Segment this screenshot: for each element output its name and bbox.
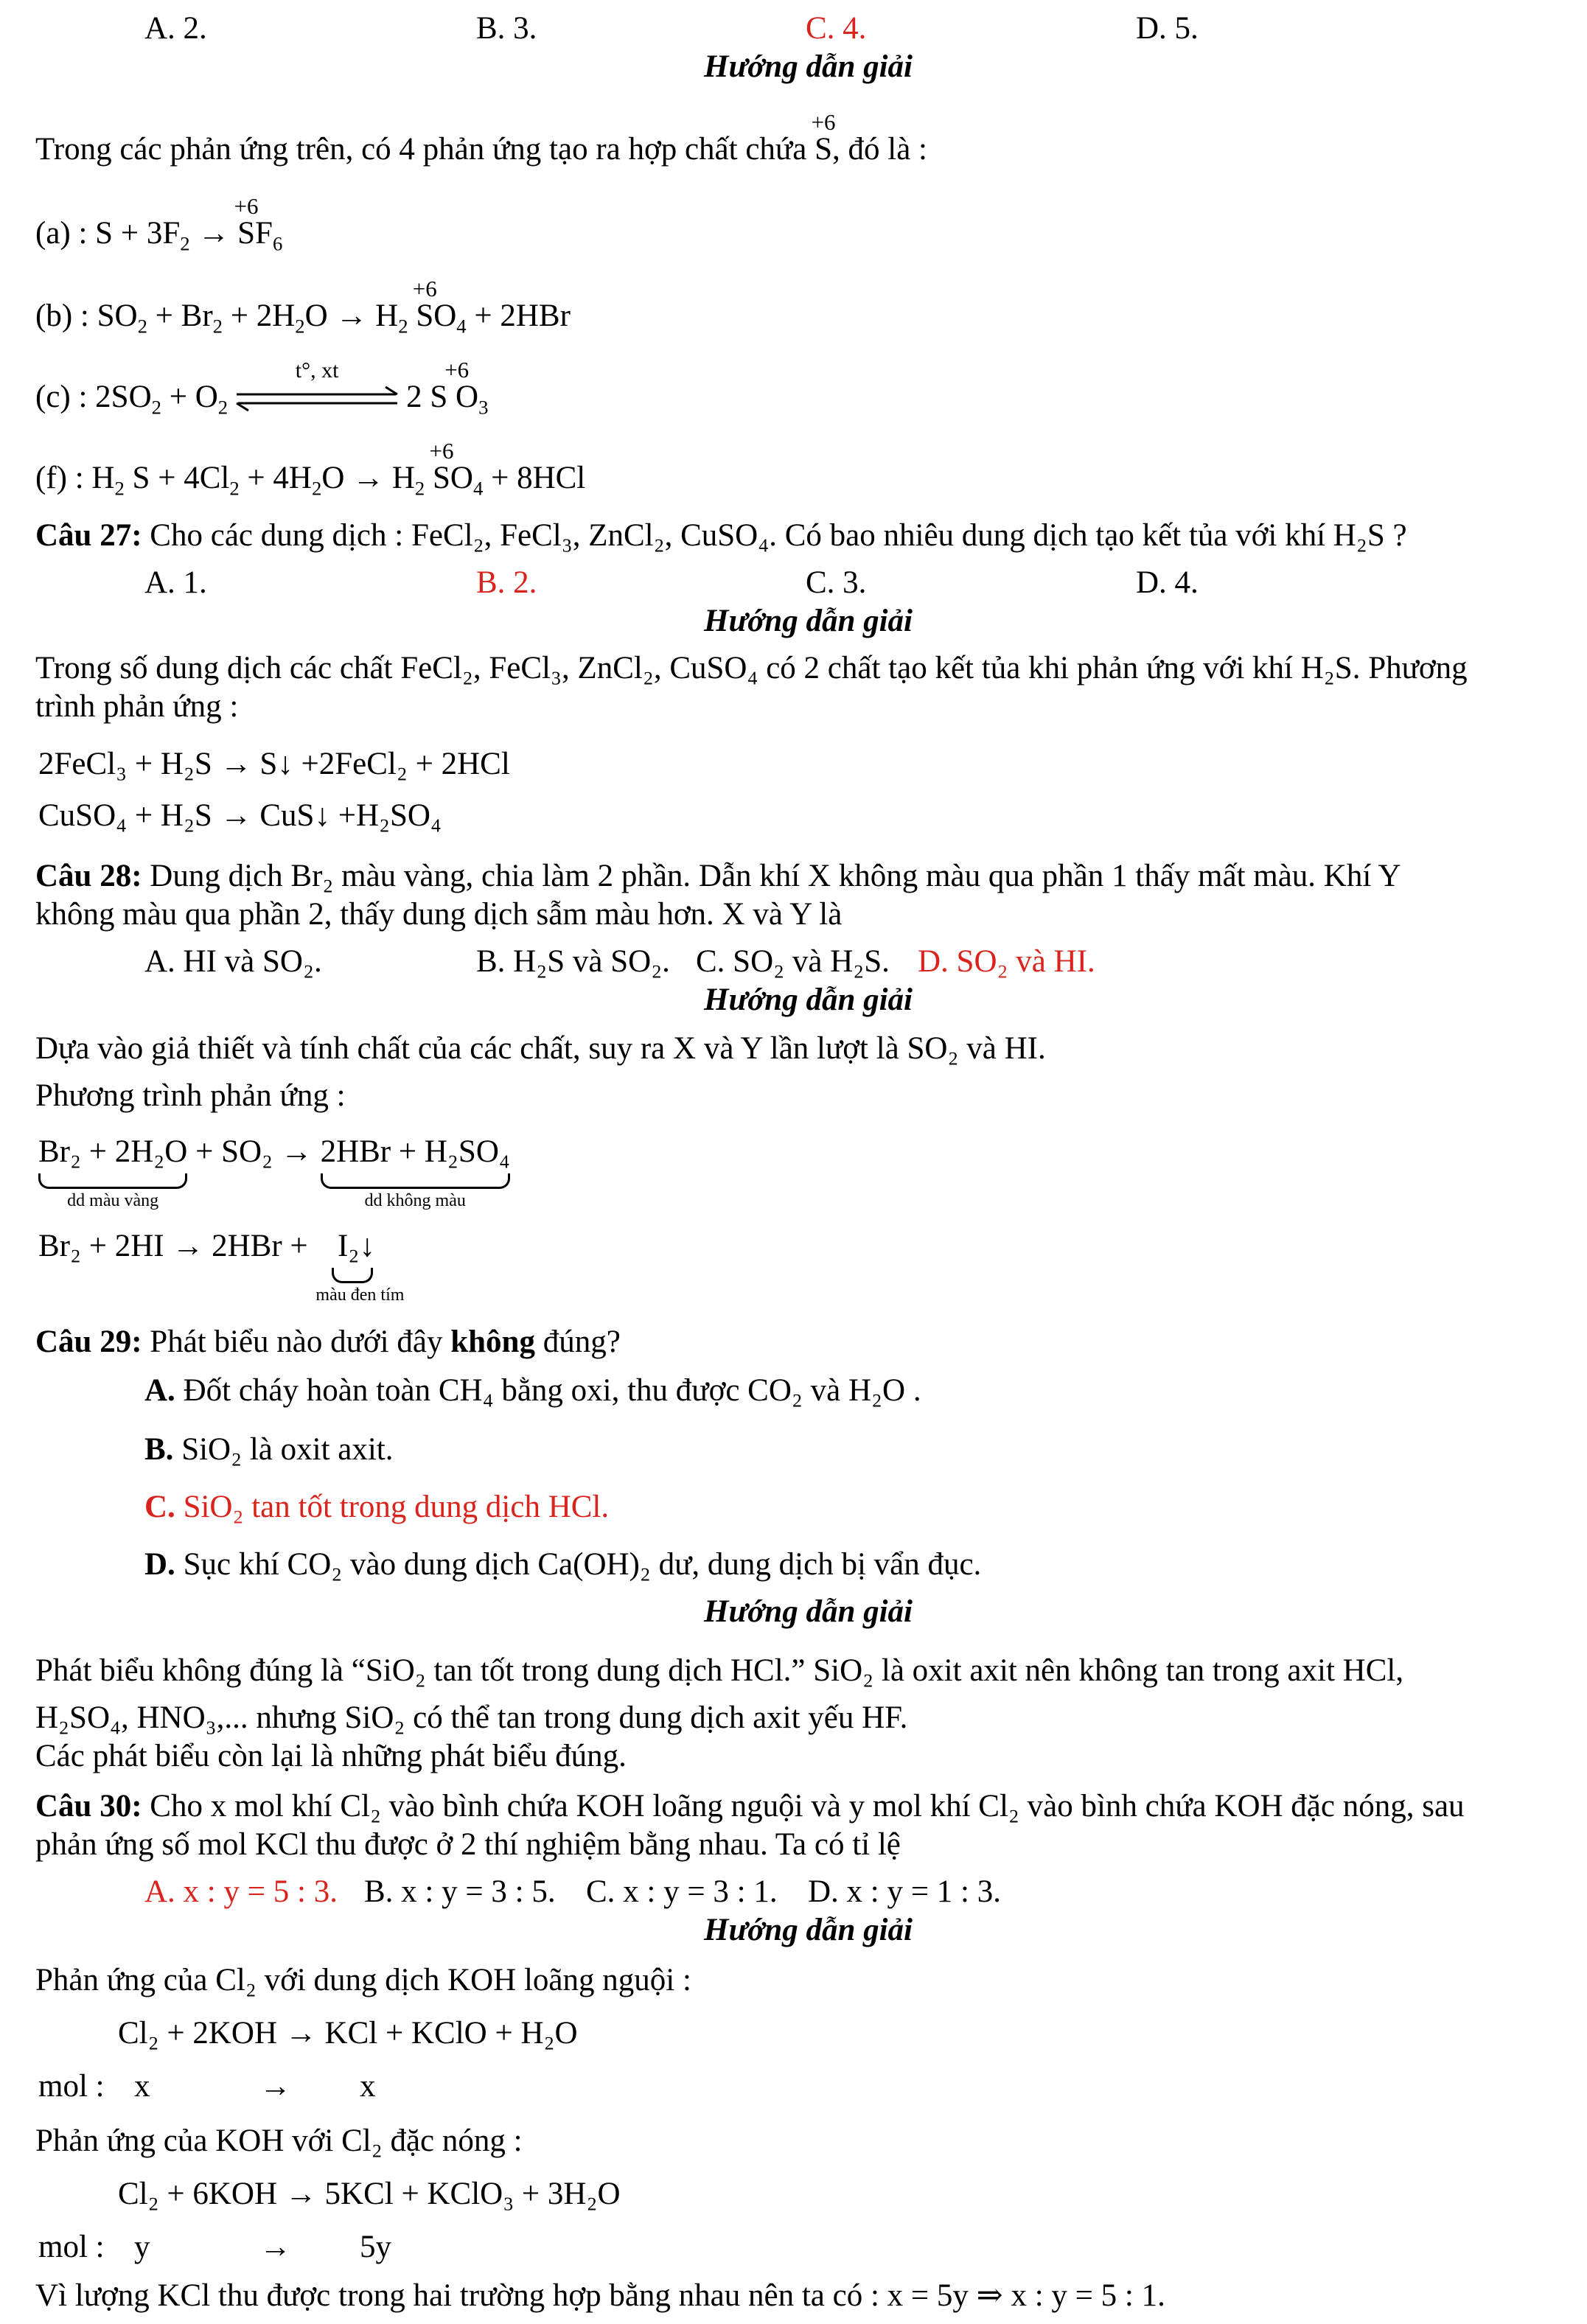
equation-c: (c) : $2SO_2 + O_2$ t°, xt +6 2 S $O_3$	[35, 356, 489, 419]
q28-equation-2: Br₂ + 2HI → 2HBr + I₂↓ màu đen tím	[38, 1229, 405, 1305]
q30-option-d: D. x : y = 1 : 3.	[808, 1874, 1001, 1909]
equation-b: (b) : $SO_2 + Br_2 + 2H_2O \to H_2$ +6 $SO_4 + 2HBr$	[35, 275, 571, 338]
q30-option-c: C. x : y = 3 : 1.	[586, 1874, 778, 1909]
guide-heading: Hướng dẫn giải	[704, 983, 913, 1017]
q28-equation-1: Br₂ + 2H₂O dd màu vàng + SO₂ → 2HBr + H₂SO₄ dd không màu	[38, 1134, 510, 1210]
q27-equation-2: CuSO₄ + H₂S → CuS↓ +H₂SO₄	[38, 798, 442, 833]
option-d: D. 5.	[1136, 11, 1199, 46]
q29-guide-1: Phát biểu không đúng là “SiO₂ tan tốt trong dung dịch HCl.” SiO₂ là oxit axit nên không tan trong axit HCl,	[35, 1653, 1404, 1688]
guide-heading: Hướng dẫn giải	[704, 49, 913, 84]
q28-guide-1: Dựa vào giả thiết và tính chất của các chất, suy ra X và Y lần lượt là SO₂ và HI.	[35, 1031, 1046, 1066]
option-c: C. 4.	[806, 11, 867, 46]
q29-option-a: A. Đốt cháy hoàn toàn CH₄ bằng oxi, thu được CO₂ và H₂O .	[144, 1373, 921, 1408]
q28-option-a: A. HI và SO₂.	[144, 944, 322, 979]
q27-option-d: D. 4.	[1136, 565, 1199, 600]
q30-line-2: phản ứng số mol KCl thu được ở 2 thí nghiệm bằng nhau. Ta có tỉ lệ	[35, 1827, 901, 1862]
q30-guide-2: Phản ứng của KOH với Cl₂ đặc nóng :	[35, 2124, 523, 2158]
q28-guide-2: Phương trình phản ứng :	[35, 1078, 346, 1113]
q29-option-b: B. SiO₂ là oxit axit.	[144, 1432, 394, 1467]
q29-option-c: C. SiO₂ tan tốt trong dung dịch HCl.	[144, 1490, 610, 1524]
question-29: Câu 29: Phát biểu nào dưới đây không đúng?	[35, 1325, 621, 1359]
question-27: Câu 27: Cho các dung dịch : FeCl₂, FeCl₃, ZnCl₂, CuSO₄. Có bao nhiêu dung dịch tạo kết tủa với khí H₂S ?	[35, 518, 1407, 553]
q30-guide-1: Phản ứng của Cl₂ với dung dịch KOH loãng nguội :	[35, 1963, 691, 1997]
q30-mol-row-2: mol : y → 5y	[38, 2230, 391, 2264]
q30-guide-3: Vì lượng KCl thu được trong hai trường hợp bằng nhau nên ta có : x = 5y ⇒ x : y = 5 : 1.	[35, 2278, 1165, 2313]
q28-line-2: không màu qua phần 2, thấy dung dịch sẫm màu hơn. X và Y là	[35, 897, 843, 932]
q28-option-b: B. H₂S và SO₂.	[476, 944, 670, 979]
q27-option-c: C. 3.	[806, 565, 867, 600]
equilibrium-arrow-icon: t°, xt	[232, 385, 402, 414]
q27-option-a: A. 1.	[144, 565, 207, 600]
q30-option-a: A. x : y = 5 : 3.	[144, 1874, 338, 1909]
q27-guide-2: trình phản ứng :	[35, 689, 239, 724]
q29-guide-3: Các phát biểu còn lại là những phát biểu đúng.	[35, 1739, 627, 1773]
s6-intro: Trong các phản ứng trên, có 4 phản ứng tạo ra hợp chất chứa +6 S, đó là :	[35, 108, 927, 167]
q30-option-b: B. x : y = 3 : 5.	[364, 1874, 556, 1909]
guide-heading: Hướng dẫn giải	[704, 604, 913, 638]
q28-option-d: D. SO₂ và HI.	[918, 944, 1095, 979]
guide-heading: Hướng dẫn giải	[704, 1913, 913, 1947]
q27-equation-1: 2FeCl₃ + H₂S → S↓ +2FeCl₂ + 2HCl	[38, 747, 510, 781]
guide-heading: Hướng dẫn giải	[704, 1594, 913, 1629]
q29-guide-2: H₂SO₄, HNO₃,... nhưng SiO₂ có thể tan trong dung dịch axit yếu HF.	[35, 1700, 908, 1735]
option-a: A. 2.	[144, 11, 207, 46]
q27-guide-1: Trong số dung dịch các chất FeCl₂, FeCl₃, ZnCl₂, CuSO₄ có 2 chất tạo kết tủa khi phản ứng với khí H₂S. Phương	[35, 651, 1468, 685]
question-30: Câu 30: Cho x mol khí Cl₂ vào bình chứa KOH loãng nguội và y mol khí Cl₂ vào bình chứa KOH đặc nóng, sau	[35, 1789, 1465, 1824]
q30-equation-2: Cl₂ + 6KOH → 5KCl + KClO₃ + 3H₂O	[118, 2177, 621, 2211]
equation-f: (f) : $H_2$ $S + 4Cl_2 + 4H_2O \to H_2$ +6 $SO_4 + 8HCl$	[35, 437, 586, 500]
option-b: B. 3.	[476, 11, 537, 46]
q30-equation-1: Cl₂ + 2KOH → KCl + KClO + H₂O	[118, 2016, 578, 2051]
q30-mol-row-1: mol : x → x	[38, 2069, 376, 2104]
q27-option-b: B. 2.	[476, 565, 537, 600]
q29-option-d: D. Sục khí CO₂ vào dung dịch Ca(OH)₂ dư, dung dịch bị vẩn đục.	[144, 1547, 982, 1582]
equation-a: (a) : $S + 3F_2$ → +6 $SF_6$	[35, 192, 283, 255]
question-28: Câu 28: Dung dịch Br₂ màu vàng, chia làm 2 phần. Dẫn khí X không màu qua phần 1 thấy mất màu. Khí Y	[35, 859, 1401, 893]
q28-option-c: C. SO₂ và H₂S.	[696, 944, 890, 979]
